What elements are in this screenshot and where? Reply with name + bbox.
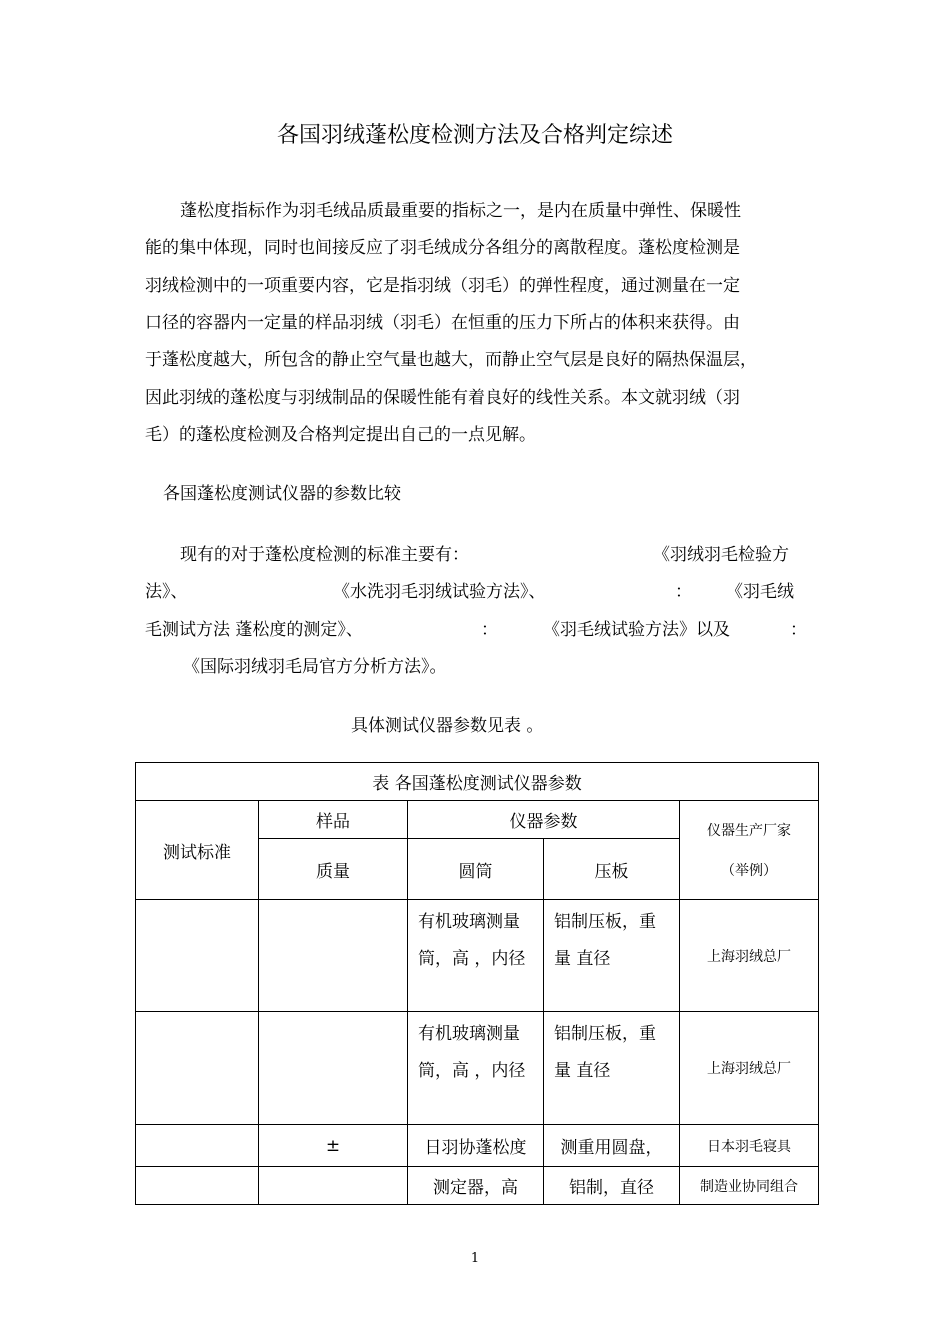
cell-maker: 日本羽毛寝具 <box>680 1125 819 1167</box>
header-cylinder: 圆筒 <box>408 839 544 900</box>
standards-line-3b: ： <box>481 620 498 640</box>
header-manufacturer <box>680 801 819 900</box>
cell-plate: 铝制压板，重量 直径 <box>544 1012 680 1125</box>
cell-plate: 铝制压板，重量 直径 <box>544 900 680 1012</box>
table-row <box>136 1012 819 1125</box>
intro-line-2: 能的集中体现，同时也间接反应了羽毛绒成分各组分的离散程度。蓬松度检测是 <box>145 238 740 258</box>
standards-line-3d: ： <box>790 620 807 640</box>
section-heading: 各国蓬松度测试仪器的参数比较 <box>163 484 401 504</box>
cell-mass <box>259 1012 408 1125</box>
header-sample: 样品 <box>259 801 408 839</box>
intro-line-7: 毛）的蓬松度检测及合格判定提出自己的一点见解。 <box>145 425 536 445</box>
header-instrument-params: 仪器参数 <box>408 801 680 839</box>
cell-standard <box>136 1012 259 1125</box>
cell-standard <box>136 1125 259 1167</box>
cell-plate: 测重用圆盘， <box>544 1125 680 1167</box>
cell-mass: ± <box>259 1125 408 1167</box>
cell-mass <box>259 1167 408 1205</box>
header-test-standard: 测试标准 <box>136 801 259 900</box>
table-row <box>136 1125 819 1167</box>
table-row <box>136 1167 819 1205</box>
cell-cylinder: 测定器，高 <box>408 1167 544 1205</box>
standards-line-2a: 法》、 <box>145 582 188 602</box>
standards-line-1b: 《羽绒羽毛检验方 <box>653 545 789 565</box>
standards-line-1a: 现有的对于蓬松度检测的标准主要有： <box>180 545 469 565</box>
cell-standard <box>136 900 259 1012</box>
table-reference: 具体测试仪器参数见表 。 <box>351 716 544 736</box>
intro-line-6: 因此羽绒的蓬松度与羽绒制品的保暖性能有着良好的线性关系。本文就羽绒（羽 <box>145 388 740 408</box>
cell-cylinder: 日羽协蓬松度 <box>408 1125 544 1167</box>
intro-line-1: 蓬松度指标作为羽毛绒品质最重要的指标之一，是内在质量中弹性、保暖性 <box>180 201 741 221</box>
cell-plate: 铝制，直径 <box>544 1167 680 1205</box>
intro-line-4: 口径的容器内一定量的样品羽绒（羽毛）在恒重的压力下所占的体积来获得。由 <box>145 313 740 333</box>
standards-line-2d: 《羽毛绒 <box>726 582 794 602</box>
standards-line-2b: 《水洗羽毛羽绒试验方法》、 <box>333 582 546 602</box>
intro-line-3: 羽绒检测中的一项重要内容，它是指羽绒（羽毛）的弹性程度，通过测量在一定 <box>145 276 740 296</box>
manufacturer-note: （举例） <box>721 863 777 879</box>
cell-cylinder: 有机玻璃测量筒，高 ，内径 <box>408 1012 544 1125</box>
header-mass: 质量 <box>259 839 408 900</box>
document-title: 各国羽绒蓬松度检测方法及合格判定综述 <box>276 123 673 148</box>
intro-line-5: 于蓬松度越大，所包含的静止空气量也越大，而静止空气层是良好的隔热保温层， <box>145 350 757 370</box>
cell-cylinder: 有机玻璃测量筒，高 ，内径 <box>408 900 544 1012</box>
header-plate: 压板 <box>544 839 680 900</box>
standards-line-3a: 毛测试方法 蓬松度的测定》、 <box>145 620 363 640</box>
cell-maker: 上海羽绒总厂 <box>680 900 819 1012</box>
table-caption: 表 各国蓬松度测试仪器参数 <box>136 763 819 801</box>
cell-maker: 上海羽绒总厂 <box>680 1012 819 1125</box>
cell-mass <box>259 900 408 1012</box>
cell-standard <box>136 1167 259 1205</box>
standards-line-4: 《国际羽绒羽毛局官方分析方法》。 <box>183 657 447 677</box>
table-row <box>136 900 819 1012</box>
page-number: 1 <box>470 1251 480 1266</box>
cell-maker: 制造业协同组合 <box>680 1167 819 1205</box>
manufacturer-label: 仪器生产厂家 <box>707 823 791 839</box>
instrument-parameter-table <box>135 762 818 1206</box>
standards-line-2c: ： <box>675 582 692 602</box>
standards-line-3c: 《羽毛绒试验方法》以及 <box>543 620 730 640</box>
